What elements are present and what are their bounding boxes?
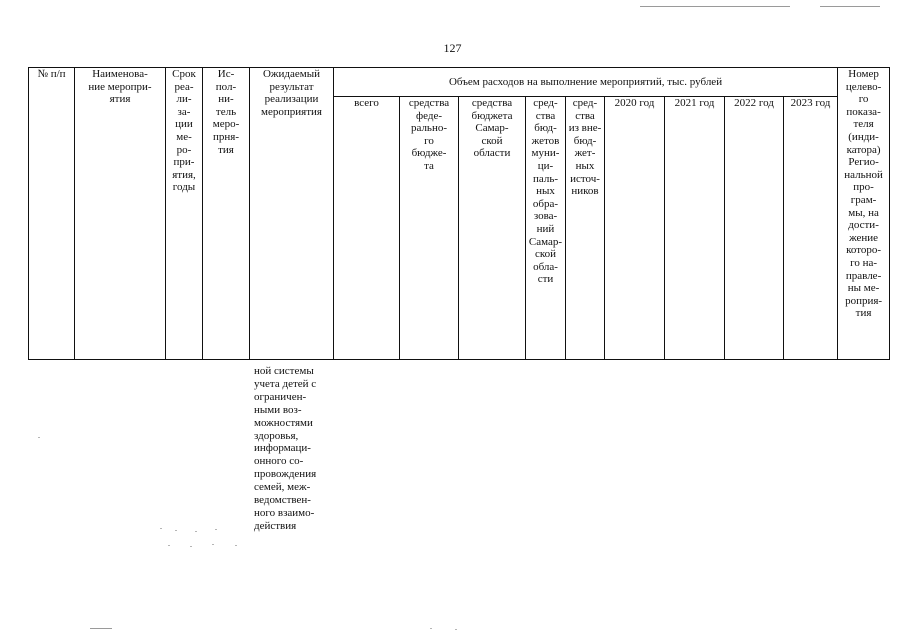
- scan-artifact-speck: [168, 545, 170, 546]
- header-result: Ожидаемый результат реализации мероприятия: [250, 68, 334, 360]
- scan-artifact-speck: [175, 530, 177, 531]
- subheader-year-2021: 2021 год: [665, 97, 725, 360]
- header-num: № п/п: [29, 68, 75, 360]
- header-row-main: [29, 68, 890, 97]
- scan-artifact-speck: [190, 546, 192, 547]
- result-continuation-text: ной системы учета детей с ограничен- ными воз- можностями здоровья, информаци- онного со- провождения семей, меж- ведомствен- ного взаимо- действия: [254, 365, 317, 532]
- header-expenses-group: Объем расходов на выполнение мероприятий, тыс. рублей: [334, 68, 838, 97]
- scan-artifact-speck: [455, 629, 457, 630]
- scan-artifact-speck: [430, 628, 432, 629]
- scan-artifact-speck: [235, 545, 237, 546]
- header-name: Наименова- ние меропри- ятия: [75, 68, 166, 360]
- subheader-year-2020: 2020 год: [605, 97, 665, 360]
- scan-artifact-speck: [38, 437, 40, 438]
- subheader-year-2023: 2023 год: [784, 97, 838, 360]
- header-term: Срок реа- ли- за- ции ме- ро- при- ятия, годы: [166, 68, 203, 360]
- subheader-federal-budget: средства феде- рально- го бюдже- та: [400, 97, 459, 360]
- scan-artifact-line: [640, 6, 790, 7]
- subheader-regional-budget: средства бюджета Самар- ской области: [459, 97, 526, 360]
- subheader-extrabudgetary: сред- ства из вне- бюд- жет- ных источ- ников: [566, 97, 605, 360]
- header-indicator: Номер целево- го показа- теля (инди- катора) Регио- нальной про- грам- мы, на дости- жение которо- го на- правле- ны ме- роприя- тия: [838, 68, 890, 360]
- subheader-year-2022: 2022 год: [725, 97, 784, 360]
- page-number: 127: [443, 41, 462, 55]
- header-executor: Ис- пол- ни- тель меро- прня- тия: [203, 68, 250, 360]
- scan-artifact-speck: [215, 529, 217, 530]
- expenses-table: [28, 67, 890, 360]
- subheader-total: всего: [334, 97, 400, 360]
- subheader-municipal-budget: сред- ства бюд- жетов муни- ци- паль- ных обра- зова- ний Самар- ской обла- сти: [526, 97, 566, 360]
- scan-artifact-speck: [195, 531, 197, 532]
- scan-artifact-line: [90, 628, 112, 629]
- scan-artifact-speck: [160, 528, 162, 529]
- scan-artifact-line: [820, 6, 880, 7]
- scan-artifact-speck: [212, 544, 214, 545]
